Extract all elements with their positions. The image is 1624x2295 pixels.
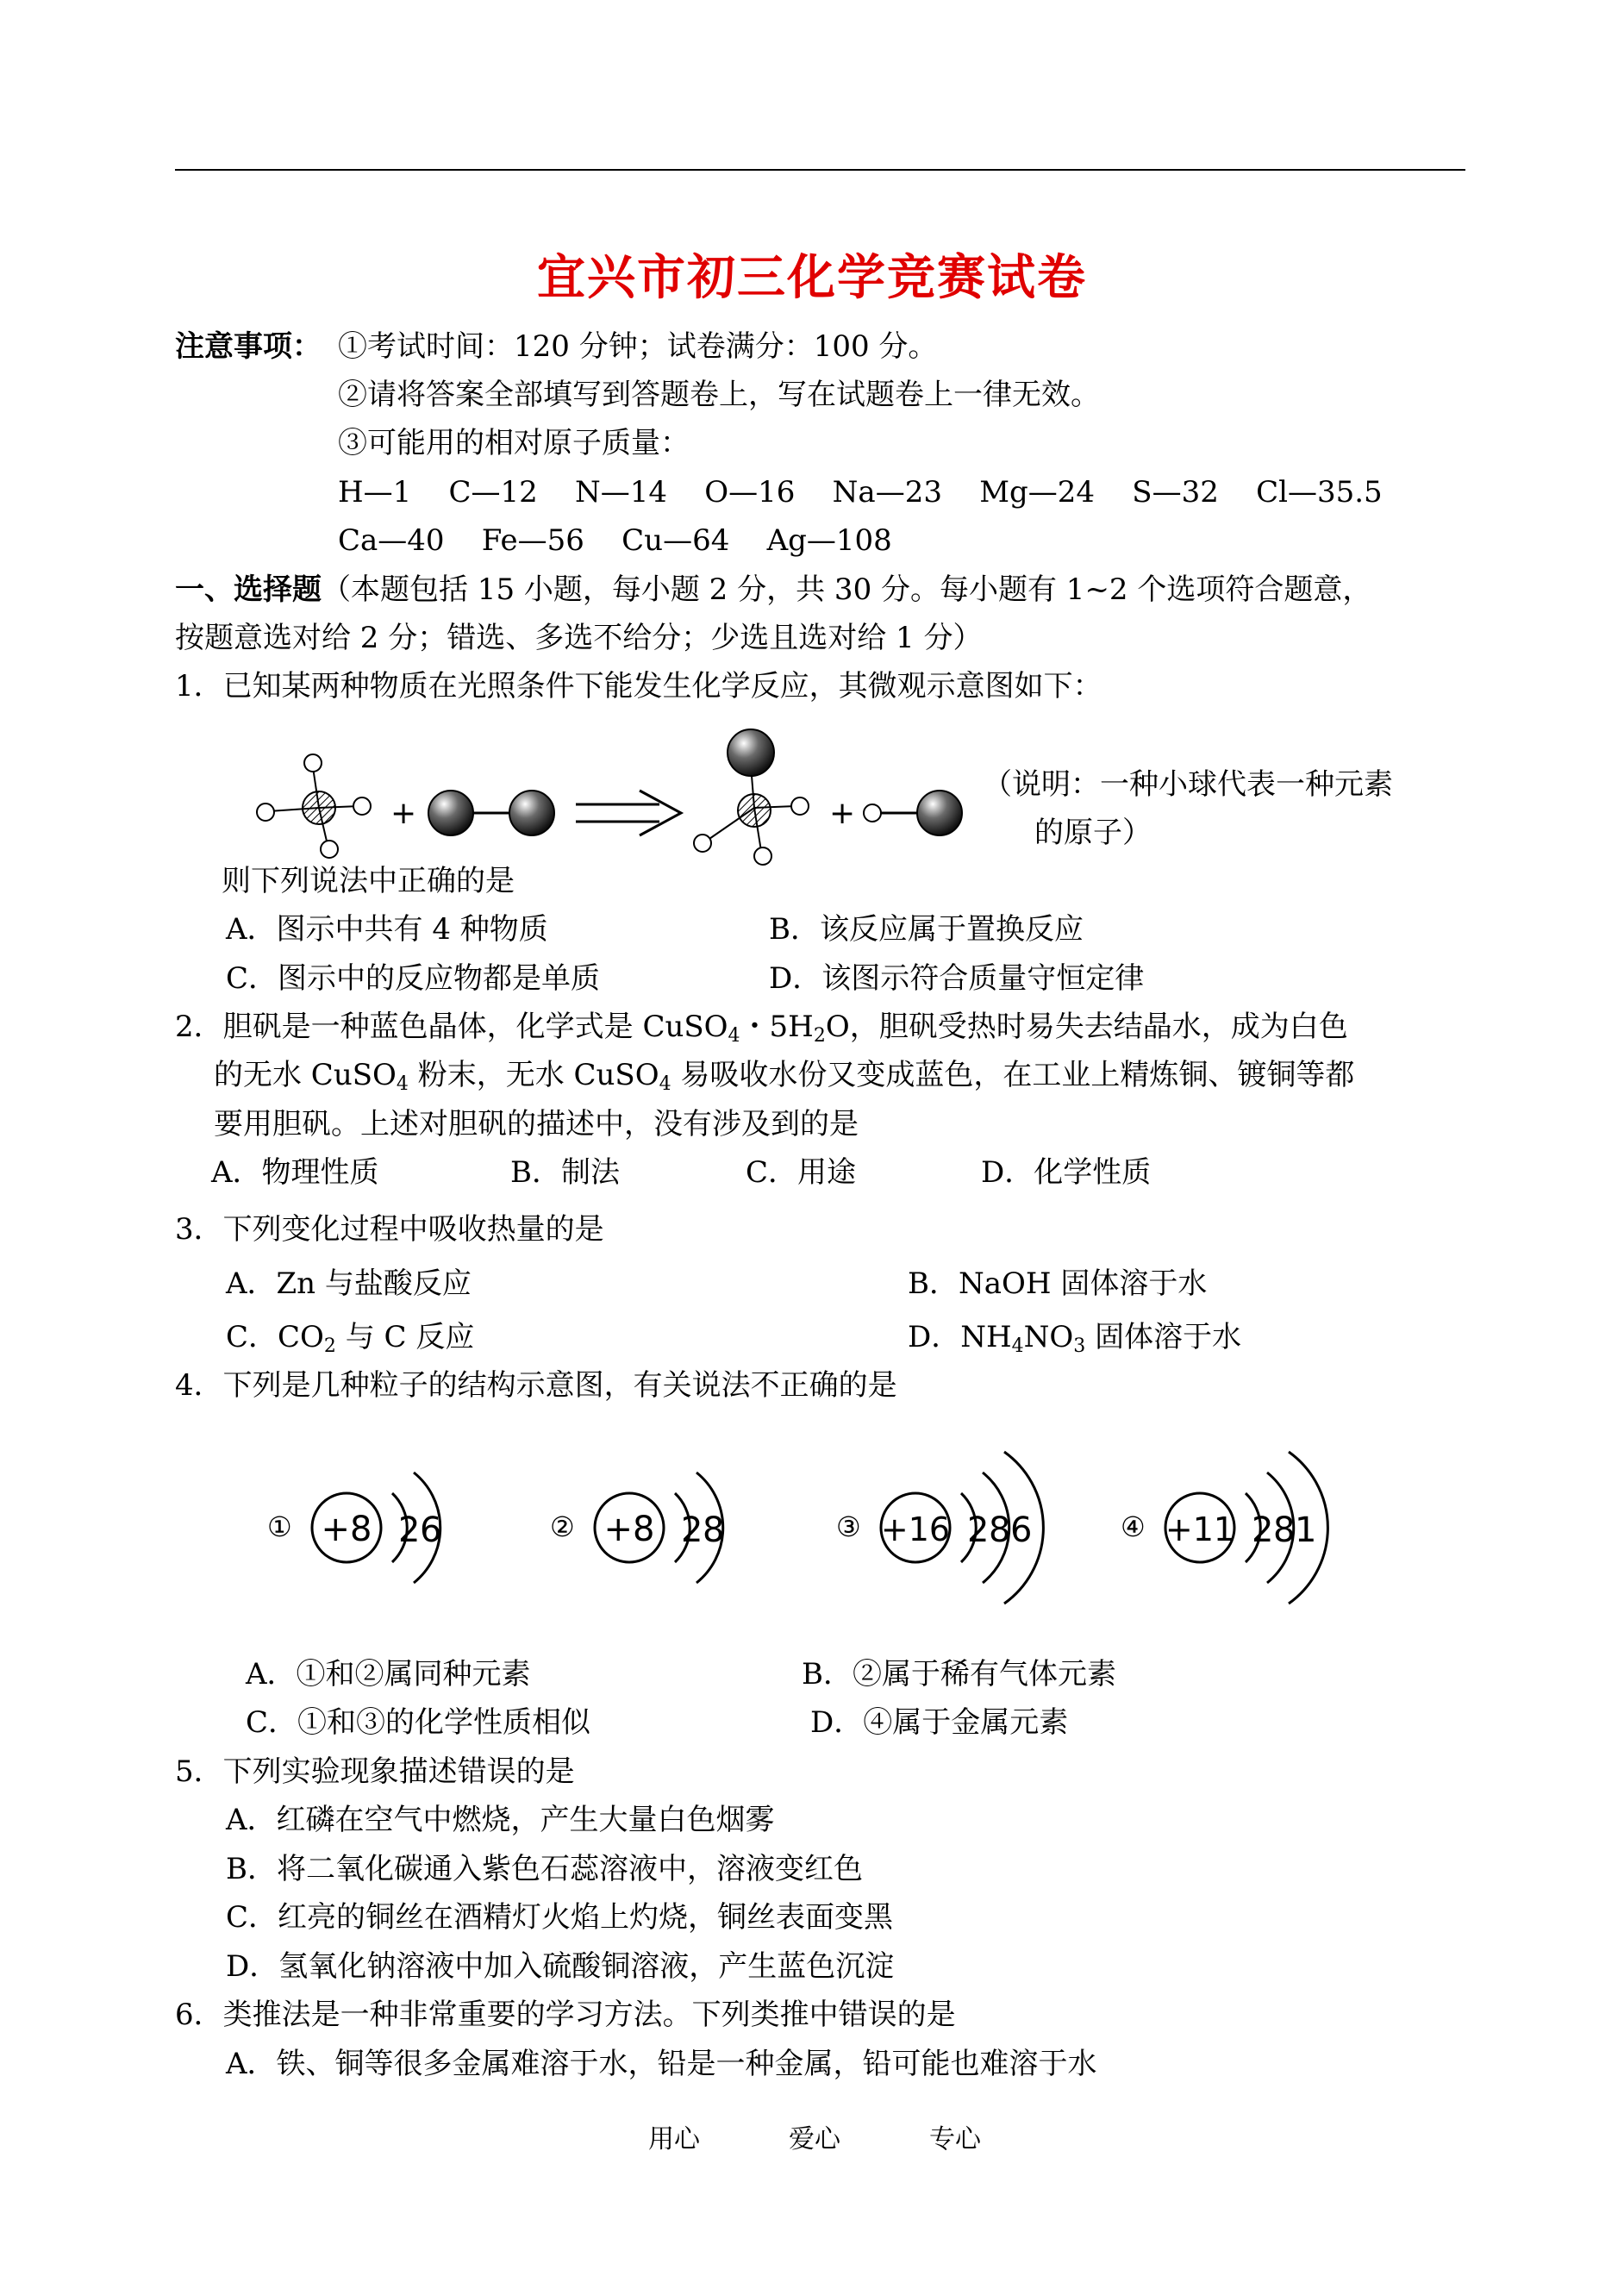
q3-d-text-1: D．NH <box>908 1320 1012 1354</box>
particle-4-shell-1: 2 <box>1252 1510 1274 1550</box>
q4-option-d: D．④属于金属元素 <box>810 1705 1069 1740</box>
q3-c-text-2: 与 C 反应 <box>335 1320 475 1354</box>
q2-line-3: 要用胆矾。上述对胆矾的描述中，没有涉及到的是 <box>214 1107 859 1141</box>
particle-1-shell-2: 6 <box>420 1510 442 1550</box>
notes-label: 注意事项： <box>175 329 322 364</box>
q4-option-b: B．②属于稀有气体元素 <box>802 1657 1116 1692</box>
particle-1-shell-1: 2 <box>398 1510 421 1550</box>
atomic-masses-row-2 <box>338 523 892 558</box>
mass-mg: Mg—24 <box>979 475 1096 510</box>
q6-option-a: A．铁、铜等很多金属难溶于水，铅是一种金属，铅可能也难溶于水 <box>226 2047 1097 2081</box>
hcl-molecule-icon <box>864 791 962 835</box>
q3-c-text-1: C．CO <box>226 1320 324 1354</box>
particle-3-nucleus: +16 <box>880 1510 951 1548</box>
mass-cu: Cu—64 <box>621 523 730 558</box>
q1-option-b: B．该反应属于置换反应 <box>769 912 1084 947</box>
q2-l1-text-3: O，胆矾受热时易失去结晶水，成为白色 <box>825 1010 1348 1044</box>
q2-l1-sub-1: 4 <box>728 1025 740 1047</box>
mass-ag: Ag—108 <box>766 523 892 558</box>
q2-line-1 <box>175 1010 1348 1047</box>
footer-word-1: 用心 <box>648 2124 700 2154</box>
plus-sign-1: + <box>390 796 417 831</box>
note-2: ②请将答案全部填写到答题卷上，写在试题卷上一律无效。 <box>338 378 1100 412</box>
q2-l1-sub-2: 2 <box>813 1025 826 1047</box>
section-1-desc-1: （本题包括 15 小题，每小题 2 分，共 30 分。每小题有 1~2 个选项符合题意， <box>322 572 1372 607</box>
q1-option-d: D．该图示符合质量守恒定律 <box>769 961 1145 996</box>
mass-na: Na—23 <box>832 475 942 510</box>
note-3: ③可能用的相对原子质量： <box>338 426 690 460</box>
page-title: 宜兴市初三化学竞赛试卷 <box>537 250 1087 306</box>
chloromethane-molecule-icon <box>694 729 809 865</box>
particle-3 <box>836 1452 1043 1604</box>
q5-option-d: D．氢氧化钠溶液中加入硫酸铜溶液，产生蓝色沉淀 <box>226 1949 895 1984</box>
mass-cl: Cl—35.5 <box>1256 475 1383 510</box>
particle-1 <box>267 1473 441 1583</box>
q2-line-2 <box>214 1058 1355 1095</box>
q2-option-d: D．化学性质 <box>981 1155 1152 1190</box>
particle-4-label: ④ <box>1121 1510 1146 1543</box>
mass-ca: Ca—40 <box>338 523 445 558</box>
particle-4-shell-2: 8 <box>1273 1510 1296 1550</box>
q2-l2-text-3: 易吸收水份又变成蓝色，在工业上精炼铜、镀铜等都 <box>671 1058 1355 1092</box>
q1-note-2: 的原子） <box>1034 816 1152 850</box>
note-1: ①考试时间：120 分钟；试卷满分：100 分。 <box>338 329 938 364</box>
q3-option-d <box>908 1320 1242 1357</box>
q2-l1-text-1: 2．胆矾是一种蓝色晶体，化学式是 CuSO <box>175 1010 728 1044</box>
mass-h: H—1 <box>338 475 412 510</box>
particle-2-label: ② <box>550 1510 575 1543</box>
footer-word-2: 爱心 <box>789 2124 840 2154</box>
particle-3-shell-1: 2 <box>967 1510 990 1550</box>
q1-prompt: 则下列说法中正确的是 <box>222 864 515 898</box>
mass-n: N—14 <box>575 475 668 510</box>
q4-atomic-structures <box>259 1423 1336 1612</box>
mass-fe: Fe—56 <box>481 523 584 558</box>
mass-s: S—32 <box>1132 475 1219 510</box>
reaction-arrow-icon <box>576 791 681 835</box>
particle-3-shell-2: 8 <box>989 1510 1011 1550</box>
q5-option-c: C．红亮的铜丝在酒精灯火焰上灼烧，铜丝表面变黑 <box>226 1900 894 1935</box>
section-1-heading: 一、选择题 <box>175 572 322 607</box>
q5-option-a: A．红磷在空气中燃烧，产生大量白色烟雾 <box>226 1803 775 1837</box>
q3-option-a: A．Zn 与盐酸反应 <box>226 1266 472 1301</box>
q3-stem: 3．下列变化过程中吸收热量的是 <box>175 1212 604 1247</box>
particle-4 <box>1121 1452 1327 1604</box>
particle-2-nucleus: +8 <box>603 1510 655 1549</box>
q4-option-c: C．①和③的化学性质相似 <box>246 1705 591 1740</box>
q3-d-text-2: NO <box>1023 1320 1074 1354</box>
mass-c: C—12 <box>448 475 538 510</box>
q3-d-sub-2: 3 <box>1073 1335 1086 1357</box>
footer-word-3: 专心 <box>929 2124 981 2154</box>
q2-option-b: B．制法 <box>510 1155 620 1190</box>
q3-option-c <box>226 1320 475 1357</box>
q5-option-b: B．将二氧化碳通入紫色石蕊溶液中，溶液变红色 <box>226 1852 863 1886</box>
particle-4-shell-3: 1 <box>1295 1510 1317 1550</box>
q2-l2-sub-2: 4 <box>659 1073 671 1095</box>
q3-d-sub-1: 4 <box>1011 1335 1024 1357</box>
particle-3-shell-3: 6 <box>1010 1510 1033 1550</box>
methane-molecule-icon <box>257 754 371 858</box>
section-1-desc-2: 按题意选对给 2 分；错选、多选不给分；少选且选对给 1 分） <box>175 621 983 655</box>
q4-stem: 4．下列是几种粒子的结构示意图，有关说法不正确的是 <box>175 1368 897 1403</box>
q3-d-text-3: 固体溶于水 <box>1085 1320 1242 1354</box>
particle-1-label: ① <box>267 1510 292 1543</box>
particle-2-shell-1: 2 <box>681 1510 703 1550</box>
q1-option-a: A．图示中共有 4 种物质 <box>226 912 548 947</box>
q2-l1-text-2: ・5H <box>740 1010 814 1044</box>
header-rule <box>175 169 1465 171</box>
q2-option-c: C．用途 <box>746 1155 857 1190</box>
section-1-desc-line-1 <box>175 572 1371 607</box>
atomic-masses-row-1 <box>338 475 1383 510</box>
q1-stem: 1．已知某两种物质在光照条件下能发生化学反应，其微观示意图如下： <box>175 669 1102 704</box>
q1-option-c: C．图示中的反应物都是单质 <box>226 961 601 996</box>
particle-2 <box>550 1473 724 1583</box>
q3-c-sub: 2 <box>323 1335 336 1357</box>
mass-o: O—16 <box>704 475 796 510</box>
q2-option-a: A．物理性质 <box>211 1155 379 1190</box>
q4-option-a: A．①和②属同种元素 <box>246 1657 531 1692</box>
q5-stem: 5．下列实验现象描述错误的是 <box>175 1754 575 1789</box>
plus-sign-2: + <box>829 796 856 831</box>
chlorine-molecule-icon <box>428 791 554 835</box>
q6-stem: 6．类推法是一种非常重要的学习方法。下列类推中错误的是 <box>175 1998 956 2032</box>
particle-2-shell-2: 8 <box>703 1510 725 1550</box>
particle-3-label: ③ <box>836 1510 861 1543</box>
q2-l2-sub-1: 4 <box>396 1073 409 1095</box>
particle-1-nucleus: +8 <box>321 1510 372 1549</box>
q1-note-1: （说明：一种小球代表一种元素 <box>983 767 1393 802</box>
q2-l2-text-2: 粉末，无水 CuSO <box>408 1058 659 1092</box>
q3-option-b: B．NaOH 固体溶于水 <box>908 1266 1208 1301</box>
q2-l2-text-1: 的无水 CuSO <box>214 1058 397 1092</box>
particle-4-nucleus: +11 <box>1165 1510 1235 1548</box>
